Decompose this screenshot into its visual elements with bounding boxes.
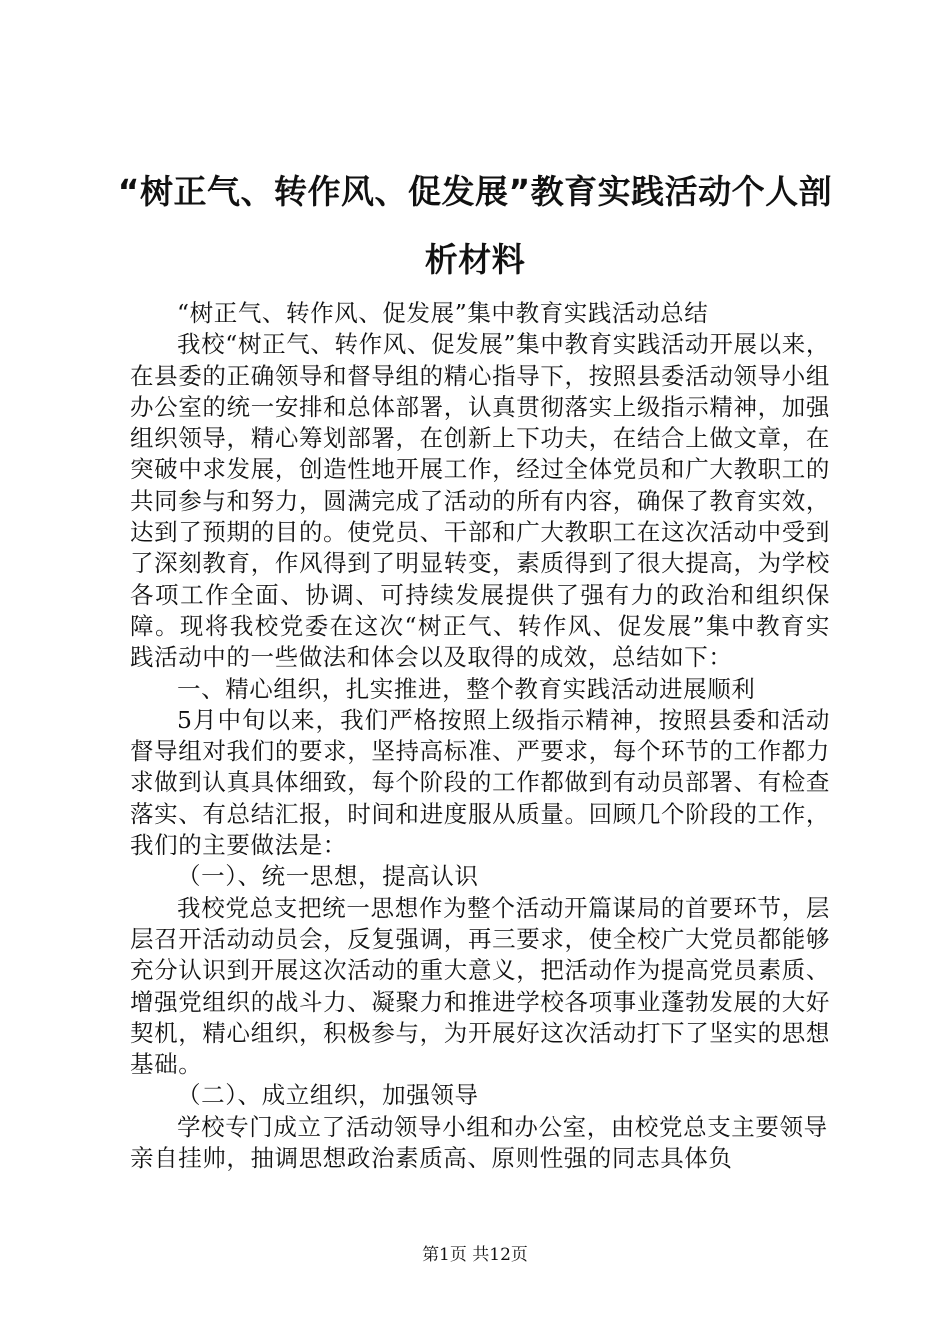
document-body (130, 298, 830, 1174)
subsection-heading: （二）、成立组织，加强领导 (177, 1081, 479, 1110)
body-paragraph: 我校“树正气、转作风、促发展”集中教育实践活动开展以来，在县委的正确领导和督导组的精心指导下，按照县委活动领导小组办公室的统一安排和总体部署，认真贯彻落实上级指示精神，加强组织领导，精心筹划部署，在创新上下功夫，在结合上做文章，在突破中求发展，创造性地开展工作，经过全体党员和广大教职工的共同参与和努力，圆满完成了活动的所有内容，确保了教育实效，达到了预期的目的。使党员、干部和广大教职工在这次活动中受到了深刻教育，作风得到了明显转变，素质得到了很大提高，为学校各项工作全面、协调、可持续发展提供了强有力的政治和组织保障。现将我校党委在这次“树正气、转作风、促发展”集中教育实践活动中的一些做法和体会以及取得的成效，总结如下： (130, 330, 830, 672)
document-title: “树正气、转作风、促发展”教育实践活动个人剖析材料 (117, 172, 833, 279)
body-paragraph: 我校党总支把统一思想作为整个活动开篇谋局的首要环节，层层召开活动动员会，反复强调，再三要求，使全校广大党员都能够充分认识到开展这次活动的重大意义，把活动作为提高党员素质、增强党组织的战斗力、凝聚力和推进学校各项事业蓬勃发展的大好契机，精心组织，积极参与，为开展好这次活动打下了坚实的思想基础。 (130, 893, 830, 1079)
body-paragraph: 学校专门成立了活动领导小组和办公室，由校党总支主要领导亲自挂帅，抽调思想政治素质高、原则性强的同志具体负 (130, 1112, 828, 1173)
body-paragraph: 5月中旬以来，我们严格按照上级指示精神，按照县委和活动督导组对我们的要求，坚持高标准、严要求，每个环节的工作都力求做到认真具体细致，每个阶段的工作都做到有动员部署、有检查落实、有总结汇报，时间和进度服从质量。回顾几个阶段的工作，我们的主要做法是： (130, 705, 830, 860)
section-heading: 一、精心组织，扎实推进，整个教育实践活动进展顺利 (177, 674, 756, 703)
page-footer: 第1页 共12页 (422, 1245, 528, 1265)
subsection-heading: （一）、统一思想，提高认识 (177, 862, 479, 891)
section-heading: “树正气、转作风、促发展”集中教育实践活动总结 (177, 299, 709, 327)
